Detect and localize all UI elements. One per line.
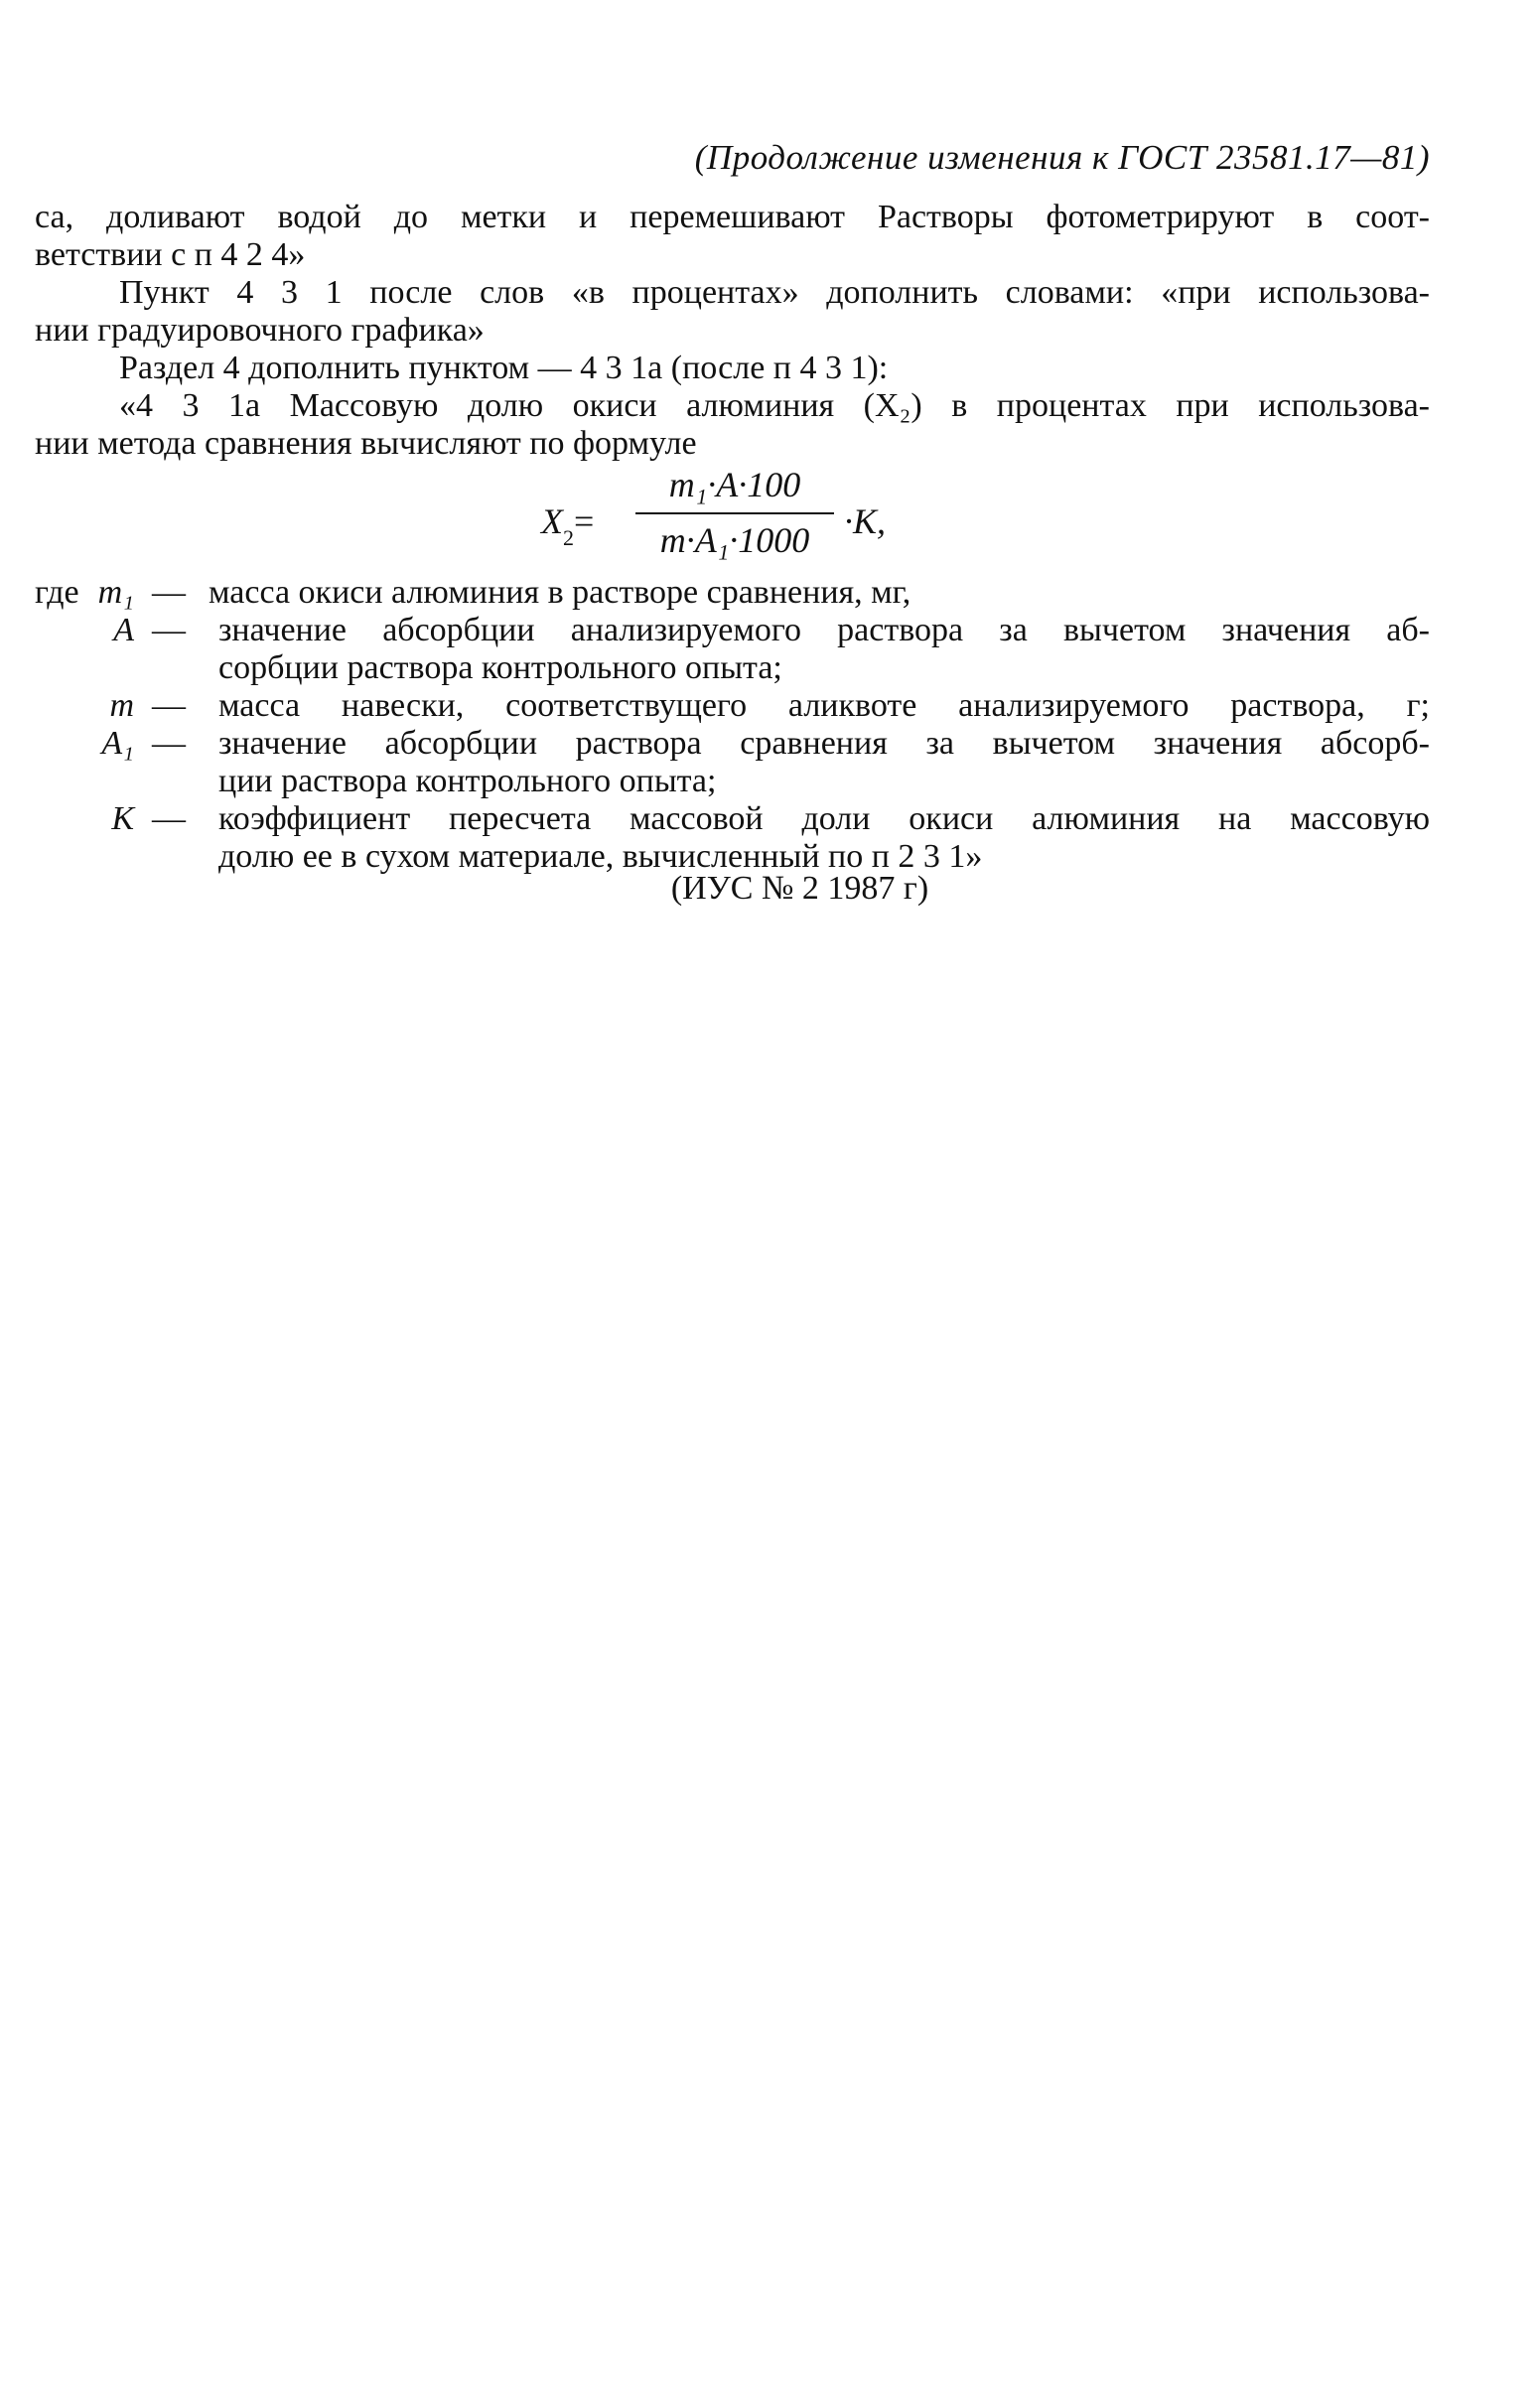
formula-equals: = xyxy=(574,501,595,541)
formula-denominator: m·A₁·1000 xyxy=(659,520,810,560)
definition-dash-a1: — xyxy=(152,725,186,762)
definition-symbol-k: K xyxy=(111,800,134,837)
formula-fraction-bar xyxy=(635,512,834,514)
formula-lhs-var: X xyxy=(541,501,563,541)
formula-multiplier: ·K, xyxy=(844,501,887,541)
definition-text-a1-line-2: ции раствора контрольного опыта; xyxy=(218,763,717,799)
paragraph-1-line-1: са, доливают водой до метки и перемешивают Растворы фотометрируют в соот- xyxy=(35,199,1430,235)
paragraph-1-line-2: ветствии с п 4 2 4» xyxy=(35,236,306,273)
definition-symbol-a1: A₁ xyxy=(101,725,134,762)
definitions-intro: где xyxy=(35,574,79,611)
paragraph-4-line-1: «4 3 1а Массовую долю окиси алюминия (X₂) в процентах при использова- xyxy=(119,387,1430,424)
definition-text-k-line-2: долю ее в сухом материале, вычисленный по п 2 3 1» xyxy=(218,838,983,875)
definition-symbol-m1: m₁ xyxy=(97,574,134,611)
definition-text-a-line-1: значение абсорбции анализируемого раствора за вычетом значения аб- xyxy=(218,612,1430,648)
definition-dash-k: — xyxy=(152,800,186,837)
definition-text-k-line-1: коэффициент пересчета массовой доли окиси алюминия на массовую xyxy=(218,800,1430,837)
definition-dash-m1: — xyxy=(152,574,186,611)
definition-text-m1: масса окиси алюминия в растворе сравнения, мг, xyxy=(209,574,911,611)
formula-fraction xyxy=(635,465,834,560)
paragraph-3-line-1: Раздел 4 дополнить пунктом — 4 3 1а (после п 4 3 1): xyxy=(119,350,889,386)
formula xyxy=(541,465,1038,584)
source-reference: (ИУС № 2 1987 г) xyxy=(670,870,929,907)
paragraph-2-line-2: нии градуировочного графика» xyxy=(35,312,485,349)
definition-text-m: масса навески, соответствущего аликвоте анализируемого раствора, г; xyxy=(218,687,1430,724)
definition-text-a1-line-1: значение абсорбции раствора сравнения за вычетом значения абсорб- xyxy=(218,725,1430,762)
paragraph-2-line-1: Пункт 4 3 1 после слов «в процентах» дополнить словами: «при использова- xyxy=(119,274,1430,311)
formula-lhs xyxy=(541,502,594,553)
definition-dash-a: — xyxy=(152,612,186,648)
page-header: (Продолжение изменения к ГОСТ 23581.17—81) xyxy=(694,138,1430,177)
paragraph-4-line-2: нии метода сравнения вычисляют по формуле xyxy=(35,425,697,462)
definition-symbol-m: m xyxy=(109,687,134,724)
formula-lhs-sub: 2 xyxy=(563,525,574,551)
definition-text-a-line-2: сорбции раствора контрольного опыта; xyxy=(218,649,782,686)
definition-symbol-a: A xyxy=(113,612,134,648)
formula-numerator: m₁·A·100 xyxy=(668,465,801,504)
definition-dash-m: — xyxy=(152,687,186,724)
